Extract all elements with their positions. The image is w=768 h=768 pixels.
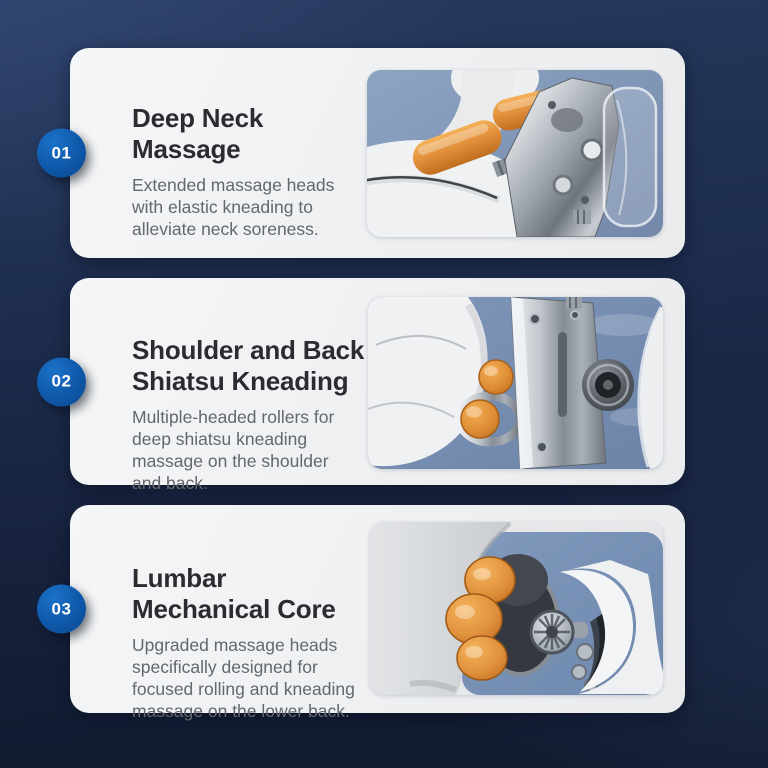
step-number-badge: 02 — [37, 357, 86, 406]
feature-description: Extended massage heads with elastic kneading to alleviate neck soreness. — [132, 175, 335, 239]
feature-title: Deep Neck Massage — [132, 103, 264, 164]
step-number-badge: 01 — [37, 129, 86, 178]
shiatsu-node-upper — [479, 360, 513, 394]
feature-title: Lumbar Mechanical Core — [132, 563, 336, 624]
step-number-badge: 03 — [37, 585, 86, 634]
feature-text-block — [132, 563, 384, 722]
shiatsu-node-lower — [461, 400, 499, 438]
clear-cover-panel — [604, 88, 656, 226]
feature-description: Multiple-headed rollers for deep shiatsu kneading massage on the shoulder and back. — [132, 407, 335, 493]
feature-card-shoulder-back — [51, 278, 685, 493]
neck-massage-photo — [367, 70, 663, 237]
feature-card-neck — [51, 48, 685, 258]
roller-wheel — [582, 359, 634, 411]
feature-text-block — [132, 103, 384, 240]
feature-card-lumbar — [51, 505, 685, 721]
shoulder-back-massage-photo — [368, 297, 663, 469]
feature-text-block — [132, 335, 384, 494]
feature-title: Shoulder and Back Shiatsu Kneading — [132, 335, 365, 396]
feature-description: Upgraded massage heads specifically designed for focused rolling and kneading massage on the lower back. — [132, 635, 355, 721]
lumbar-massage-photo — [370, 522, 663, 695]
